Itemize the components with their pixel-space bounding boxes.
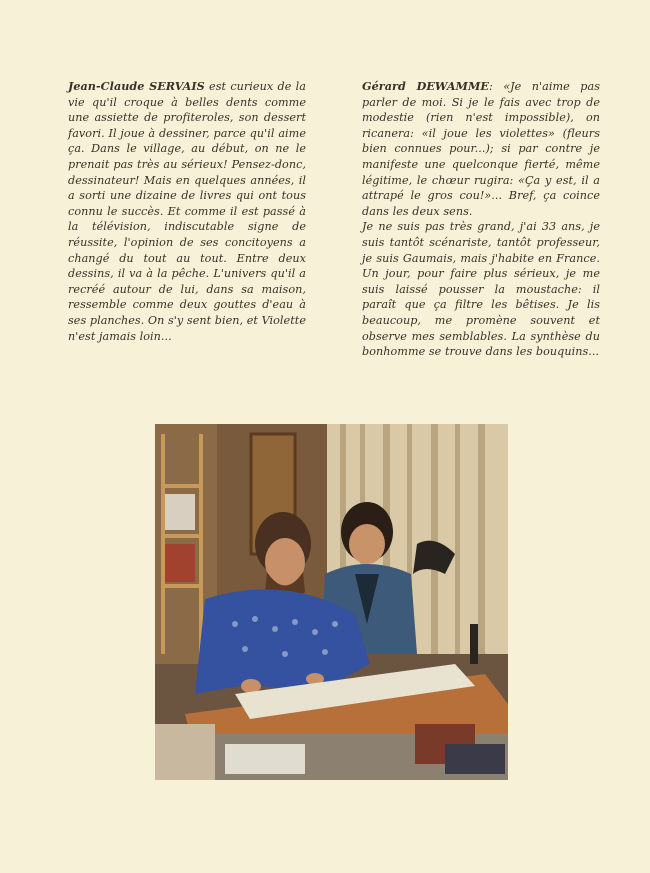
left-column (68, 79, 306, 344)
servais-text: est curieux de la vie qu'il croque à belles dents comme une assiette de profiteroles, son dessert favori. Il joue à dessiner, parce qu'il aime ça. Dans le village, au début, on ne le prenait pas très au sérieux! Pensez-donc, dessinateur! Mais en quelques années, il a sorti une dizaine de livres qui ont tous connu le succès. Et comme il est passé à la télévision, indiscutable signe de réussite, l'opinion de ses concitoyens a changé du tout au tout. Entre deux dessins, il va à la pêche. L'univers qu'il a recréé autour de lui, dans sa maison, ressemble comme deux gouttes d'eau à ses planches. On s'y sent bien, et Violette n'est jamais loin... (68, 80, 306, 343)
authors-photo-illustration (155, 424, 508, 780)
right-column (362, 79, 600, 360)
dewamme-name: Gérard DEWAMME (362, 79, 489, 93)
dewamme-paragraph-1 (362, 79, 600, 219)
dewamme-text-1: : «Je n'aime pas parler de moi. Si je le fais avec trop de modestie (rien n'est impossible), on ricanera: «il joue les violettes» (fleurs bien connues pour...); si par contre je manifeste une quelconque fierté, même légitime, le chœur rugira: «Ça y est, il a attrapé le gros cou!»... Bref, ça coince dans les deux sens. (362, 80, 600, 218)
dewamme-paragraph-2: Je ne suis pas très grand, j'ai 33 ans, je suis tantôt scénariste, tantôt professeur, je suis Gaumais, mais j'habite en France. Un jour, pour faire plus sérieux, je me suis laissé pousser la moustache: il paraît que ça filtre les bêtises. Je lis beaucoup, me promène souvent et observe mes semblables. La synthèse du bonhomme se trouve dans les bouquins... (362, 220, 600, 359)
servais-name: Jean-Claude SERVAIS (68, 79, 205, 93)
authors-photo (155, 424, 508, 780)
servais-paragraph (68, 79, 306, 344)
